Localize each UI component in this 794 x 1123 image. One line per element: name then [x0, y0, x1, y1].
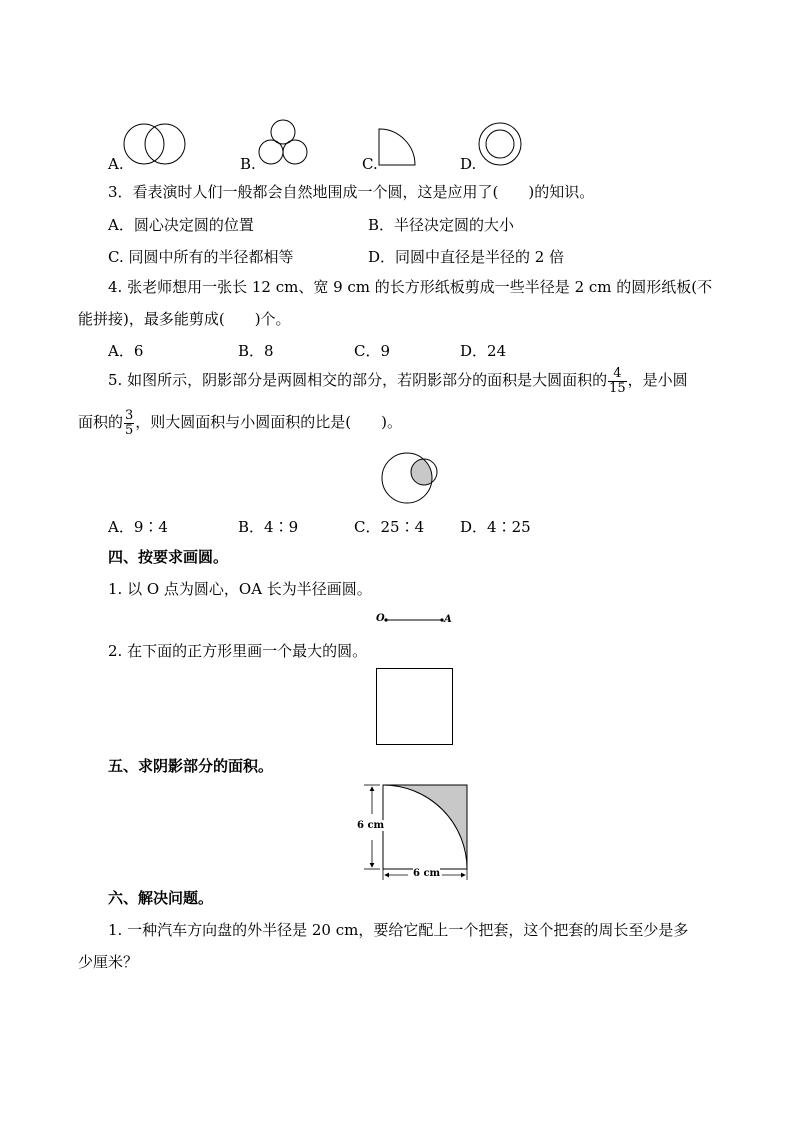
question-3-stem: 3．看表演时人们一般都会自然地围成一个圆，这是应用了( )的知识。	[108, 183, 595, 201]
section-4-q1: 1. 以 O 点为圆心，OA 长为半径画圆。	[108, 580, 372, 598]
q5-option-c: C．25∶4	[354, 518, 425, 536]
question-4-stem-line2: 能拼接)，最多能剪成( )个。	[78, 310, 291, 328]
section-6-title: 六、解决问题。	[108, 889, 214, 907]
fraction-3-5	[124, 409, 134, 438]
figure-intersecting-circles	[380, 450, 450, 510]
q3-option-c: C. 同圆中所有的半径都相等	[108, 248, 294, 266]
figure-d-concentric-circles	[476, 122, 524, 170]
section-6-q1-line1: 1. 一种汽车方向盘的外半径是 20 cm，要给它配上一个把套，这个把套的周长至少是多	[108, 921, 689, 939]
option-b-label: B.	[240, 155, 256, 173]
q4-option-a: A．6	[108, 342, 144, 360]
q5-option-b: B．4∶9	[238, 518, 299, 536]
section-4-title: 四、按要求画圆。	[108, 548, 229, 566]
section-4-q2: 2. 在下面的正方形里画一个最大的圆。	[108, 642, 368, 660]
bottom-length-label: 6 cm	[413, 868, 441, 879]
question-4-stem-line1: 4. 张老师想用一张长 12 cm、宽 9 cm 的长方形纸板剪成一些半径是 2 cm 的圆形纸板(不	[108, 278, 713, 296]
section-6-q1-line2: 少厘米？	[78, 953, 139, 971]
q5-line2-part2: ，则大圆面积与小圆面积的比是( )。	[135, 413, 403, 431]
fraction-numerator: 4	[608, 367, 627, 382]
q5-line2-part1: 面积的	[78, 413, 124, 431]
side-length-label: 6 cm	[357, 820, 385, 831]
q4-option-d: D．24	[460, 342, 507, 360]
figure-b-three-circles	[256, 118, 316, 168]
point-o-label: O	[376, 613, 385, 624]
option-a-label: A.	[108, 155, 124, 173]
fraction-denominator: 15	[609, 380, 626, 396]
fraction-denominator: 5	[125, 422, 134, 438]
q3-option-d: D．同圆中直径是半径的 2 倍	[368, 248, 565, 266]
fraction-4-15	[608, 367, 627, 396]
q4-option-c: C．9	[354, 342, 391, 360]
fraction-numerator: 3	[125, 407, 134, 423]
q4-option-b: B．8	[238, 342, 274, 360]
q3-option-b: B．半径决定圆的大小	[368, 216, 515, 234]
figure-c-quarter-circle	[378, 128, 418, 168]
q5-text-part1: 5. 如图所示，阴影部分是两圆相交的部分，若阴影部分的面积是大圆面积的	[108, 371, 608, 389]
q5-text-part2: ，是小圆	[627, 371, 688, 389]
square-for-circle	[376, 668, 453, 745]
section-5-title: 五、求阴影部分的面积。	[108, 757, 274, 775]
q5-option-a: A．9∶4	[108, 518, 168, 536]
figure-a-overlapping-circles	[118, 120, 198, 170]
question-5-stem-line2	[78, 408, 402, 438]
option-d-label: D.	[460, 155, 477, 173]
option-c-label: C.	[362, 155, 378, 173]
q3-option-a: A．圆心决定圆的位置	[108, 216, 254, 234]
point-a-label: A	[444, 614, 452, 625]
q5-option-d: D．4∶25	[460, 518, 531, 536]
question-5-stem-line1	[108, 366, 688, 396]
